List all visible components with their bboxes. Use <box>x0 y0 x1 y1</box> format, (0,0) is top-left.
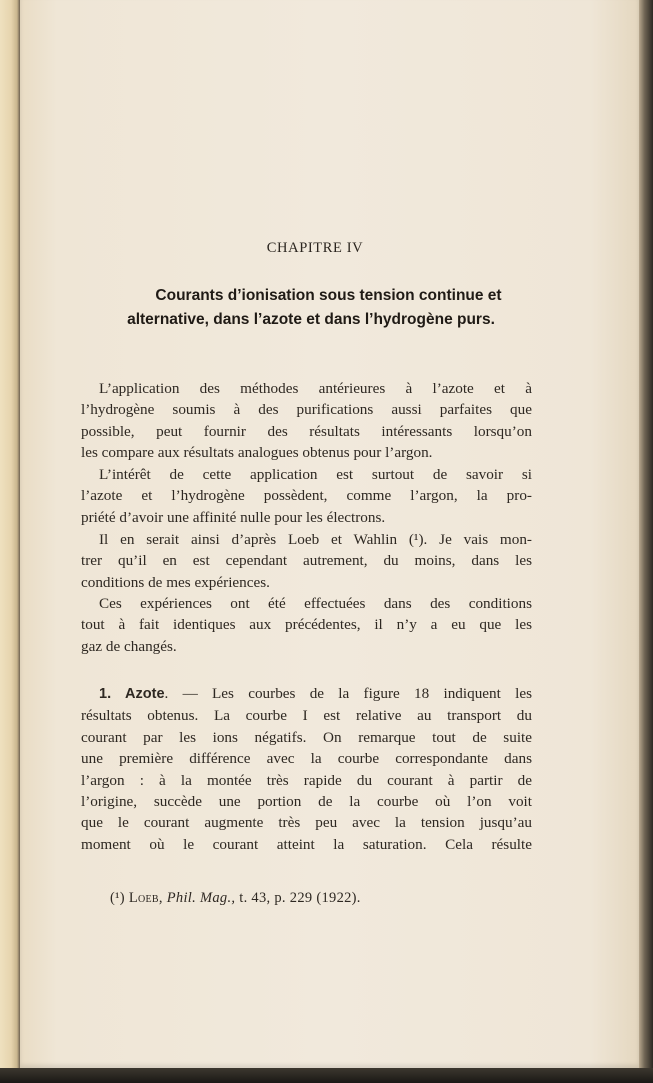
paragraph-line: courant par les ions négatifs. On remarque tout de suite <box>81 728 532 746</box>
footnote-reference: t. 43, p. 229 (1922). <box>239 890 361 906</box>
paragraph-4 <box>81 593 532 657</box>
paragraph-line: tout à fait identiques aux précédentes, il n’y a eu que les <box>81 616 532 634</box>
footnote-author: Loeb, <box>128 890 163 906</box>
footnote-marker: (¹) <box>110 890 125 906</box>
paragraph-2 <box>81 464 532 528</box>
paragraph-line: Ces expériences ont été effectuées dans des conditions <box>99 595 532 612</box>
paragraph-line: gaz de changés. <box>81 637 177 655</box>
paragraph-line: trer qu’il en est cependant autrement, du moins, dans les <box>81 552 532 570</box>
paragraph-line: Il en serait ainsi d’après Loeb et Wahlin (¹). Je vais mon- <box>99 531 532 548</box>
paragraph-line: L’application des méthodes antérieures à l’azote et à <box>99 380 532 397</box>
book-right-edge <box>639 0 653 1072</box>
paragraph-line: priété d’avoir une affinité nulle pour les électrons. <box>81 508 386 526</box>
section-heading: 1. Azote <box>99 686 165 702</box>
chapter-heading: CHAPITRE IV <box>266 240 364 256</box>
page-paper <box>20 0 639 1068</box>
paragraph-line: moment où le courant atteint la saturation. Cela résulte <box>81 835 532 853</box>
previous-page-edge <box>0 0 20 1070</box>
paragraph-1 <box>81 378 532 464</box>
section-first-line <box>81 683 532 705</box>
paragraph-line: une première différence avec la courbe correspondante dans <box>81 750 532 768</box>
paragraph-3 <box>81 529 532 593</box>
chapter-title-line-1: Courants d’ionisation sous tension continue et <box>155 287 502 304</box>
paragraph-line: l’argon : à la montée très rapide du courant à partir de <box>81 771 532 789</box>
footnote <box>110 890 550 907</box>
chapter-title <box>80 284 542 332</box>
paragraph-line: l’origine, succède une portion de la courbe où l’on voit <box>81 793 532 811</box>
section-azote <box>81 683 532 855</box>
paragraph-line: L’intérêt de cette application est surtout de savoir si <box>99 466 532 483</box>
scan-bottom-edge <box>0 1068 653 1083</box>
paragraph-line: résultats obtenus. La courbe I est relative au transport du <box>81 707 532 725</box>
paragraph-line: les compare aux résultats analogues obtenus pour l’argon. <box>81 444 433 462</box>
footnote-journal: Phil. Mag., <box>166 890 236 906</box>
paragraph-line: possible, peut fournir des résultats intéressants lorsqu’on <box>81 422 532 440</box>
paragraph-line: l’azote et l’hydrogène possèdent, comme l’argon, la pro- <box>81 487 532 505</box>
chapter-title-line-2: alternative, dans l’azote et dans l’hydrogène purs. <box>127 311 495 328</box>
paragraph-line: que le courant augmente très peu avec la tension jusqu’au <box>81 814 532 832</box>
paragraph-line: l’hydrogène soumis à des purifications aussi parfaites que <box>81 401 532 419</box>
paragraph-line: conditions de mes expériences. <box>81 573 270 591</box>
section-first-line-text: . — Les courbes de la figure 18 indiquent les <box>164 685 532 702</box>
